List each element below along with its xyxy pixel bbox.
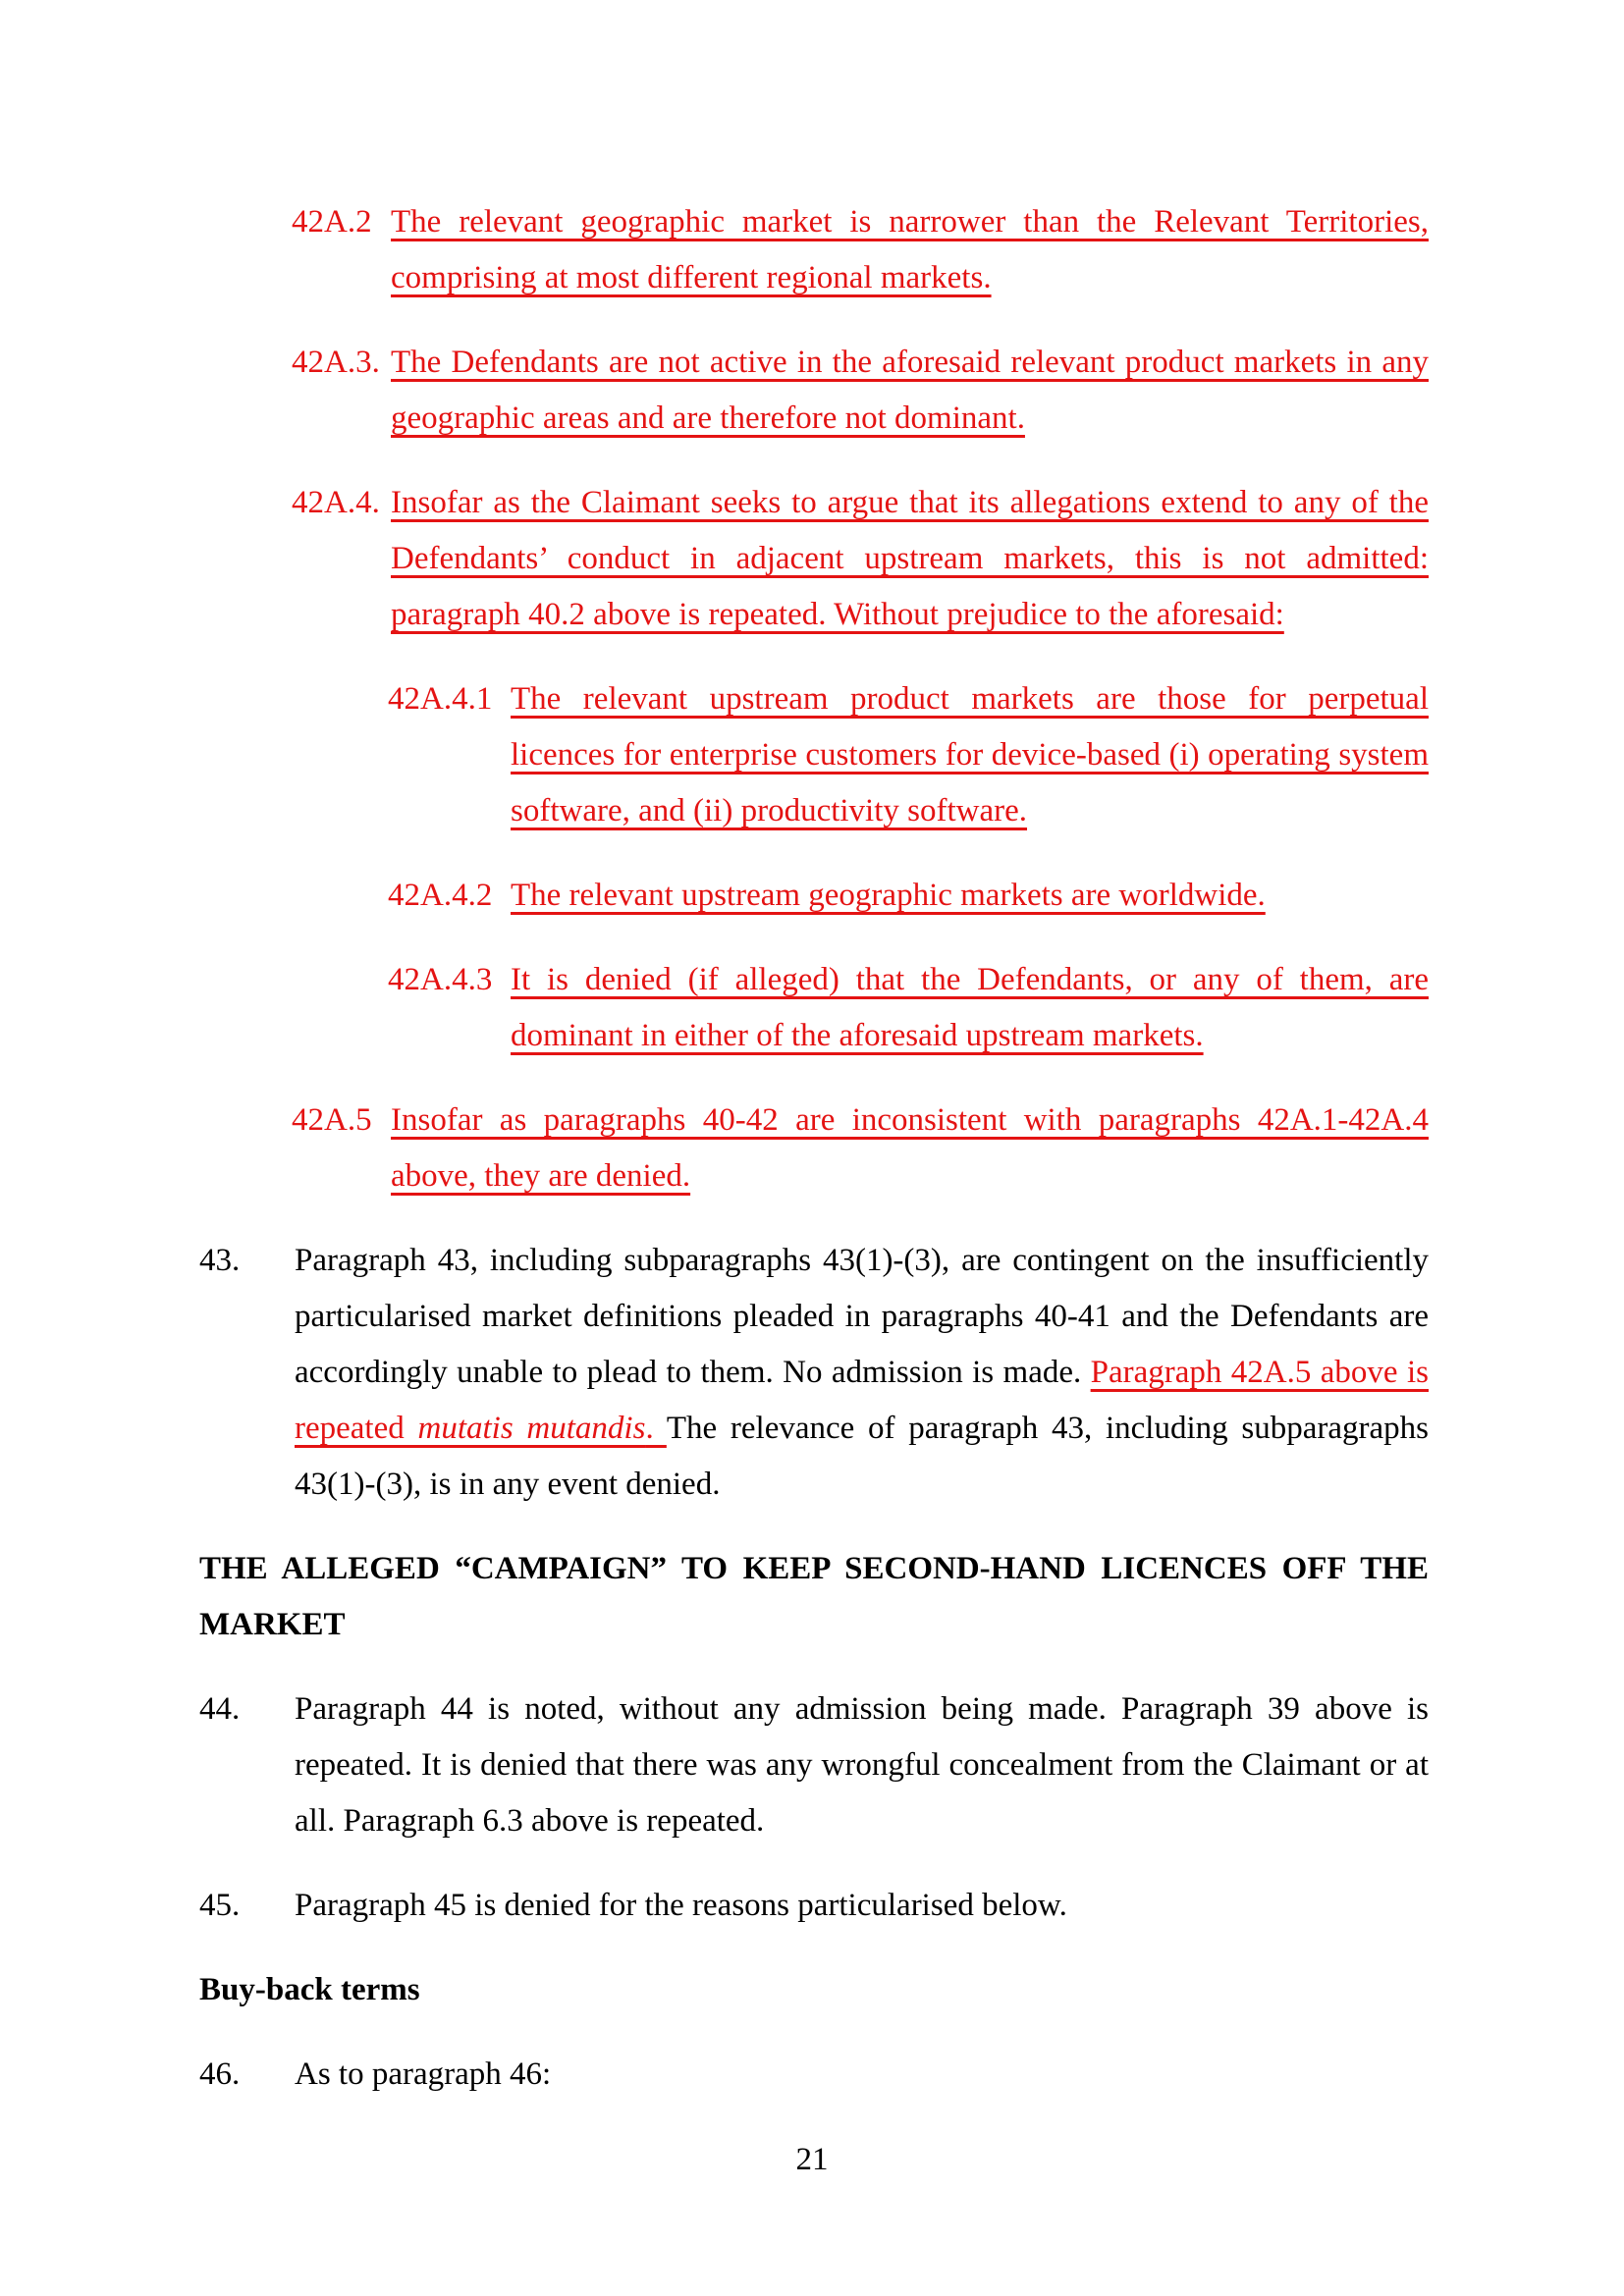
item-text: The relevant upstream product markets are those for perpetual licences for enterprise customers for device-based (i) operating system software, and (ii) productivity software.	[511, 681, 1429, 828]
section-heading: THE ALLEGED “CAMPAIGN” TO KEEP SECOND-HAND LICENCES OFF THE MARKET	[199, 1551, 1429, 1642]
item-number: 42A.4.	[292, 485, 380, 520]
item-text: Paragraph 44 is noted, without any admission being made. Paragraph 39 above is repeated. It is denied that there was any wrongful concealment from the Claimant or at all. Paragraph 6.3 above is repeated.	[295, 1691, 1429, 1839]
item-number: 42A.4.3	[388, 962, 493, 997]
item-number: 42A.5	[292, 1102, 372, 1138]
subheading-buy-back-terms: Buy-back terms	[199, 1972, 420, 2007]
item-number: 45.	[199, 1888, 241, 1923]
item-text: Paragraph 45 is denied for the reasons particularised below.	[295, 1888, 1067, 1923]
paragraph-43-black-part-2: The relevance of paragraph 43, including subparagraphs 43(1)-(3), is in any event denied.	[295, 1411, 1429, 1502]
item-text: The relevant upstream geographic markets are worldwide.	[511, 878, 1266, 913]
item-text: The relevant geographic market is narrower than the Relevant Territories, comprising at most different regional markets.	[391, 204, 1429, 295]
item-number: 43.	[199, 1243, 241, 1278]
subparagraph-42A-4-3	[199, 952, 1429, 1064]
item-number: 44.	[199, 1691, 241, 1727]
item-number: 46.	[199, 2056, 241, 2092]
item-text: It is denied (if alleged) that the Defendants, or any of them, are dominant in either of the aforesaid upstream markets.	[511, 962, 1429, 1053]
item-number: 42A.2	[292, 204, 372, 240]
paragraph-43-black-part-1: Paragraph 43, including subparagraphs 43(1)-(3), are contingent on the insufficiently particularised market definitions pleaded in paragraphs 40-41 and the Defendants are accordingly unable to plead to them. No admission is made.	[295, 1243, 1429, 1390]
subparagraph-42A-5	[199, 1093, 1429, 1204]
subparagraph-42A-3	[199, 335, 1429, 447]
page-number: 21	[795, 2142, 829, 2177]
subparagraph-42A-2	[199, 194, 1429, 306]
subparagraph-42A-4-2	[199, 868, 1429, 924]
paragraph-46	[199, 2047, 1429, 2103]
item-text: As to paragraph 46:	[295, 2056, 552, 2092]
subparagraph-42A-4-1	[199, 671, 1429, 839]
item-number: 42A.4.2	[388, 878, 493, 913]
item-text	[295, 1233, 1429, 1513]
item-number: 42A.4.1	[388, 681, 493, 717]
subparagraph-42A-4	[199, 475, 1429, 643]
item-text: Insofar as the Claimant seeks to argue that its allegations extend to any of the Defendants’ conduct in adjacent upstream markets, this is not admitted: paragraph 40.2 above is repeated. Without prejudice to the aforesaid:	[391, 485, 1429, 632]
latin-phrase: mutatis mutandis	[417, 1411, 646, 1446]
paragraph-43-red-addition: Paragraph 42A.5 above is repeated mutatis mutandis.	[295, 1355, 1429, 1446]
paragraph-44	[199, 1682, 1429, 1849]
item-text: The Defendants are not active in the aforesaid relevant product markets in any geographic areas and are therefore not dominant.	[391, 345, 1429, 436]
item-number: 42A.3.	[292, 345, 380, 380]
document-content	[199, 194, 1429, 2103]
item-text: Insofar as paragraphs 40-42 are inconsistent with paragraphs 42A.1-42A.4 above, they are denied.	[391, 1102, 1429, 1194]
paragraph-45	[199, 1878, 1429, 1934]
paragraph-43	[199, 1233, 1429, 1513]
